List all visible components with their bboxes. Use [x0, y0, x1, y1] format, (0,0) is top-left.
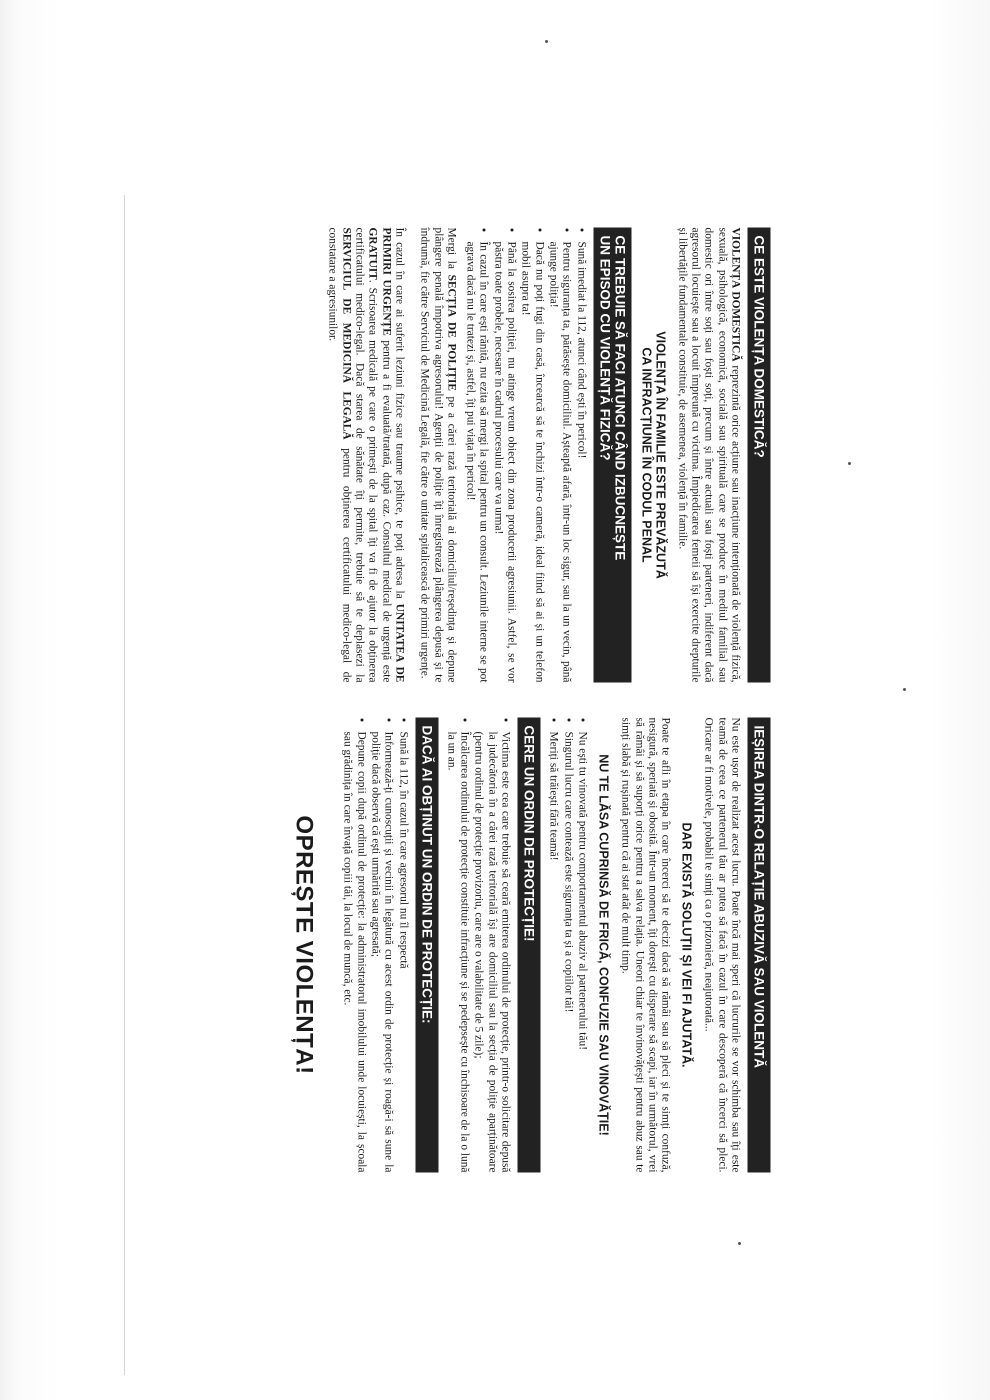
list-item: • Nu ești tu vinovată pentru comportamentul abuziv al partenerului tău!	[575, 732, 588, 1173]
fold-line	[124, 195, 125, 1375]
heading-line-1: CE TREBUIE SĂ FACI ATUNCI CÂND IZBUCNEȘTE	[612, 235, 628, 561]
text: În cazul în care ai suferit leziuni fizice sau traume psihice, te poți adresa la	[393, 227, 406, 604]
free-term: GRATUIT	[366, 227, 379, 280]
text: Mergi la	[445, 227, 458, 275]
scan-speck	[848, 462, 851, 465]
crime-heading-line-1: VIOLENȚA ÎN FAMILIE ESTE PREVĂZUTĂ	[653, 331, 668, 579]
scan-speck	[903, 688, 906, 691]
police-station-term: SECȚIA DE POLIȚIE	[445, 274, 458, 391]
section-heading-what-is: CE ESTE VIOLENȚA DOMESTICĂ?	[748, 228, 771, 683]
solutions-paragraph: Poate te afli în etapa în care încerci să te decizi dacă să rămâi sau să pleci și te simți confuză, nesigură, speriată și obosită. Într-un moment, îți dorești cu disperare să scapi, iar în următorul, vrei să rămâi și să suporți orice pentru a salva relația. Uneori chiar te învinovățești pentru abuz sau te simți slabă și rușinată pentru că ai stat atât de mult timp.	[619, 717, 672, 1173]
heading-line-2: UN EPISOD CU VIOLENȚĂ FIZICĂ?	[597, 235, 613, 461]
intro-paragraph: Nu este ușor de realizat acest lucru. Poate încă mai speri că lucrurile se vor schimba sau îți este teamă de ceea ce partenerul tău ar putea să facă în cazul în care descoperă că încerci să pleci. Oricare ar fi motivele, probabil te simți ca o prizonieră, neajutorată...	[702, 717, 742, 1173]
solutions-heading: DAR EXISTĂ SOLUȚII ȘI VEI FI AJUTATĂ.	[679, 822, 694, 1068]
text: pentru a fi evaluată/tratată, după caz. Consultul medical de urgență este	[380, 335, 393, 683]
list-item: • Dacă nu poți fugi din casă, încearcă să te închizi într-o cameră, ideal fiind să ai și un telefon mobil asupra ta!	[519, 242, 546, 683]
list-item: • Victima este cea care trebuie să ceară emiterea ordinului de protecție, printr-o solicitare depusă la judecătoria în a cărei rază teritorială își are domiciliul sau la secția de poliție aparținătoare (pentru ordinul de protecție provizoriu, care are o valabilitate de 5 zile);	[472, 732, 512, 1173]
list-item: • Până la sosirea poliției, nu atinge vreun obiect din zona producerii agresiunii. Astfel, se vor păstra toate probele, necesare în cadrul procesului care va urma!	[491, 242, 518, 683]
emergency-unit-term: UNITATEA DE PRIMIRI URGENȚE	[380, 227, 406, 683]
stop-violence-slogan: OPREȘTE VIOLENȚA!	[290, 815, 318, 1075]
scan-speck	[545, 40, 548, 43]
section-heading-order-obtained: DACĂ AI OBȚINUT UN ORDIN DE PROTECȚIE:	[415, 718, 438, 1173]
text: pe a cărei rază teritorială ai domiciliul/reședința și depune plângere penală împotriva agresorului! Agenții de poliție îți înregistrează plângerea depusă și te îndrumă, fie către Serviciul de Medicină Legală, fie către o unitate spitalicească de primiri urgențe.	[418, 227, 458, 683]
police-paragraph	[417, 228, 457, 683]
definition-text: reprezintă orice acțiune sau inacțiune intenționată de violență fizică, sexuală, psihologică, economică, socială sau spirituală care se produce în mediul familial sau domestic ori între soți sau foști soți, precum și între actuali sau foști parteneri, indiferent dacă agresorul locuiește sau a locuit împreună cu victima. Împiedicarea femeii să își exercite drepturile și libertățile fundamentale constituie, de asemenea, violență în familie.	[676, 227, 742, 683]
list-item: • Informează-ți cunoscuții și vecinii în legătură cu acest ordin de protecție și roagă-i să sune la poliție dacă observă că ești urmărită sau agresată;	[368, 732, 395, 1173]
emergency-list	[463, 228, 587, 683]
emergency-unit-paragraph	[326, 228, 406, 683]
forensic-service-term: SERVICIUL DE MEDICINĂ LEGALĂ	[340, 227, 353, 440]
scan-speck	[738, 1242, 741, 1245]
list-item: • Meriți să trăiești fără teamă!	[547, 732, 560, 1173]
text: . Scrisoarea medicală pe care o primești de la spital îți va fi de ajutor la obținerea certificatului medico-legal. Dacă starea de sănătate îți permite, trebuie să te deplasezi la	[353, 227, 379, 683]
fear-heading: NU TE LĂSA CUPRINSĂ DE FRICĂ, CONFUZIE SAU VINOVĂȚIE!	[596, 754, 611, 1136]
list-item: • Sună la 112, în cazul în care agresorul nu îl respectă	[396, 732, 409, 1173]
list-item: • Sună imediat la 112, atunci când ești în pericol!	[574, 242, 587, 683]
crime-heading	[639, 228, 667, 683]
order-obtained-list	[341, 718, 409, 1173]
fear-list	[547, 718, 589, 1173]
section-heading-what-to-do	[593, 228, 631, 683]
text: pentru obținerea certificatului medico-legal de constatare a agresiunilor.	[326, 227, 353, 683]
list-item: • Singurul lucru care contează este siguranța ta și a copiilor tăi!	[561, 732, 574, 1173]
protection-order-list	[444, 718, 511, 1173]
left-column	[151, 228, 771, 683]
definition-paragraph	[675, 228, 741, 683]
list-item: • Încălcarea ordinului de protecție constituie infracțiune și se pedepsește cu închisoare de la o lună la un an.	[444, 732, 471, 1173]
section-heading-protection-order: CERE UN ORDIN DE PROTECȚIE!	[518, 718, 541, 1173]
list-item: • Depune copii după ordinul de protecție: la administratorul imobilului unde locuiești, la școala sau grădinița în care învață copiii tăi, la locul de muncă, etc.	[341, 732, 368, 1173]
section-heading-leaving: IEȘIREA DINTR-O RELAȚIE ABUZIVĂ SAU VIOLENTĂ	[748, 718, 771, 1173]
right-column	[151, 718, 771, 1173]
rotated-leaflet	[151, 223, 771, 1178]
crime-heading-line-2: CA INFRACȚIUNE ÎN CODUL PENAL	[639, 347, 654, 563]
definition-term: VIOLENȚA DOMESTICĂ	[729, 227, 742, 362]
list-item: • Pentru siguranța ta, părăsește domiciliul. Așteaptă afară, într-un loc sigur, sau la un vecin, până ajunge poliția!	[546, 242, 573, 683]
list-item: • În cazul în care ești rănită, nu ezita să mergi la spital pentru un consult. Leziunile interne se pot agrava dacă nu le tratezi și, astfel, îți pui viața în pericol!	[463, 242, 490, 683]
